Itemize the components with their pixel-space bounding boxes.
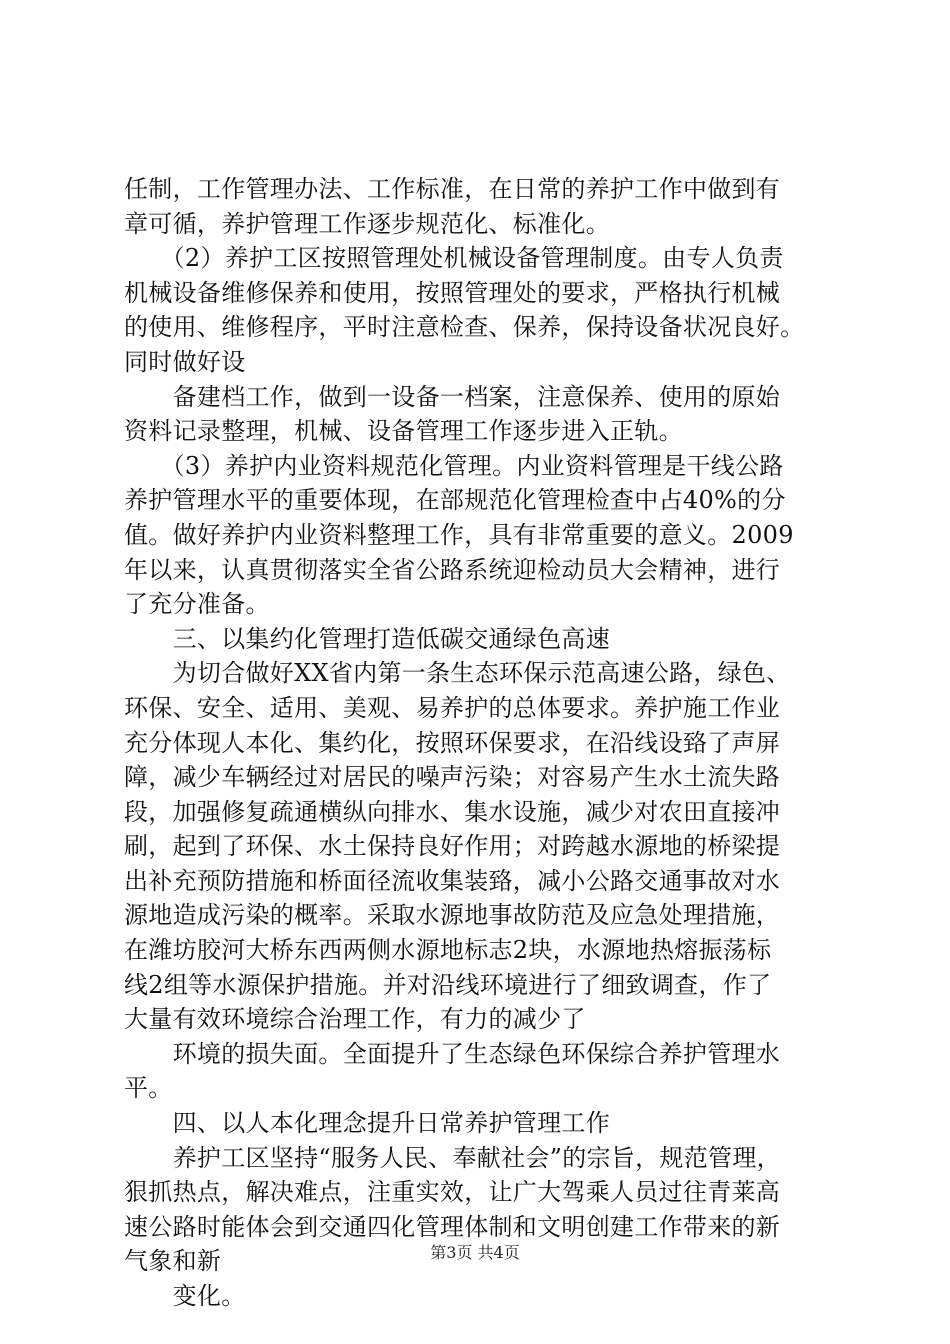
text-line: 年以来，认真贯彻落实全省公路系统迎检动员大会精神，进行 xyxy=(124,555,781,584)
text-line: 养护管理水平的重要体现，在部规范化管理检查中占40%的分 xyxy=(124,486,786,515)
text-line: 源地造成污染的概率。采取水源地事故防范及应急处理措施， xyxy=(124,901,781,930)
text-line: 障，减少车辆经过对居民的噪声污染；对容易产生水土流失路 xyxy=(124,763,781,792)
text-line: 了充分准备。 xyxy=(124,590,270,619)
text-line: （2）养护工区按照管理处机械设备管理制度。由专人负责 xyxy=(124,244,784,273)
text-line: 段，加强修复疏通横纵向排水、集水设施，减少对农田直接冲 xyxy=(124,797,781,826)
body-text xyxy=(124,172,844,1314)
page-footer: 第3页 共4页 xyxy=(430,1243,520,1262)
text-line: 速公路时能体会到交通四化管理体制和文明创建工作带来的新 xyxy=(124,1212,781,1241)
text-line: 变化。 xyxy=(124,1282,246,1310)
text-line: 大量有效环境综合治理工作，有力的减少了 xyxy=(124,1005,586,1034)
text-line: 任制，工作管理办法、工作标准，在日常的养护工作中做到有 xyxy=(124,175,781,203)
text-line: 平。 xyxy=(124,1074,173,1103)
text-line: 同时做好设 xyxy=(124,347,246,376)
text-line: 气象和新 xyxy=(124,1247,222,1276)
text-line: 的使用、维修程序，平时注意检查、保养，保持设备状况良好。 xyxy=(124,313,805,342)
text-line: 备建档工作，做到一设备一档案，注意保养、使用的原始 xyxy=(124,382,781,411)
text-line: 环境的损失面。全面提升了生态绿色环保综合养护管理水 xyxy=(124,1039,781,1068)
section-heading: 三、以集约化管理打造低碳交通绿色高速 xyxy=(124,624,610,653)
text-line: 环保、安全、适用、美观、易养护的总体要求。养护施工作业 xyxy=(124,693,781,722)
text-line: 充分体现人本化、集约化，按照环保要求，在沿线设臵了声屏 xyxy=(124,728,781,757)
text-line: 值。做好养护内业资料整理工作，具有非常重要的意义。2009 xyxy=(124,520,794,549)
text-line: 线2组等水源保护措施。并对沿线环境进行了细致调查，作了 xyxy=(124,970,772,999)
text-line: 资料记录整理，机械、设备管理工作逐步进入正轨。 xyxy=(124,417,683,446)
text-line: 养护工区坚持“服务人民、奉献社会”的宗旨，规范管理， xyxy=(124,1143,781,1172)
text-line: 刷，起到了环保、水土保持良好作用；对跨越水源地的桥梁提 xyxy=(124,832,781,861)
text-line: 出补充预防措施和桥面径流收集装臵，减小公路交通事故对水 xyxy=(124,866,781,895)
text-line: 机械设备维修保养和使用，按照管理处的要求，严格执行机械 xyxy=(124,278,781,307)
text-line: 狠抓热点，解决难点，注重实效，让广大驾乘人员过往青莱高 xyxy=(124,1178,781,1207)
text-line: 为切合做好XX省内第一条生态环保示范高速公路，绿色、 xyxy=(124,659,791,688)
section-heading: 四、以人本化理念提升日常养护管理工作 xyxy=(124,1109,610,1138)
text-line: （3）养护内业资料规范化管理。内业资料管理是干线公路 xyxy=(124,451,784,480)
text-line: 章可循，养护管理工作逐步规范化、标准化。 xyxy=(124,209,610,238)
text-line: 在潍坊胶河大桥东西两侧水源地标志2块，水源地热熔振荡标 xyxy=(124,936,772,965)
